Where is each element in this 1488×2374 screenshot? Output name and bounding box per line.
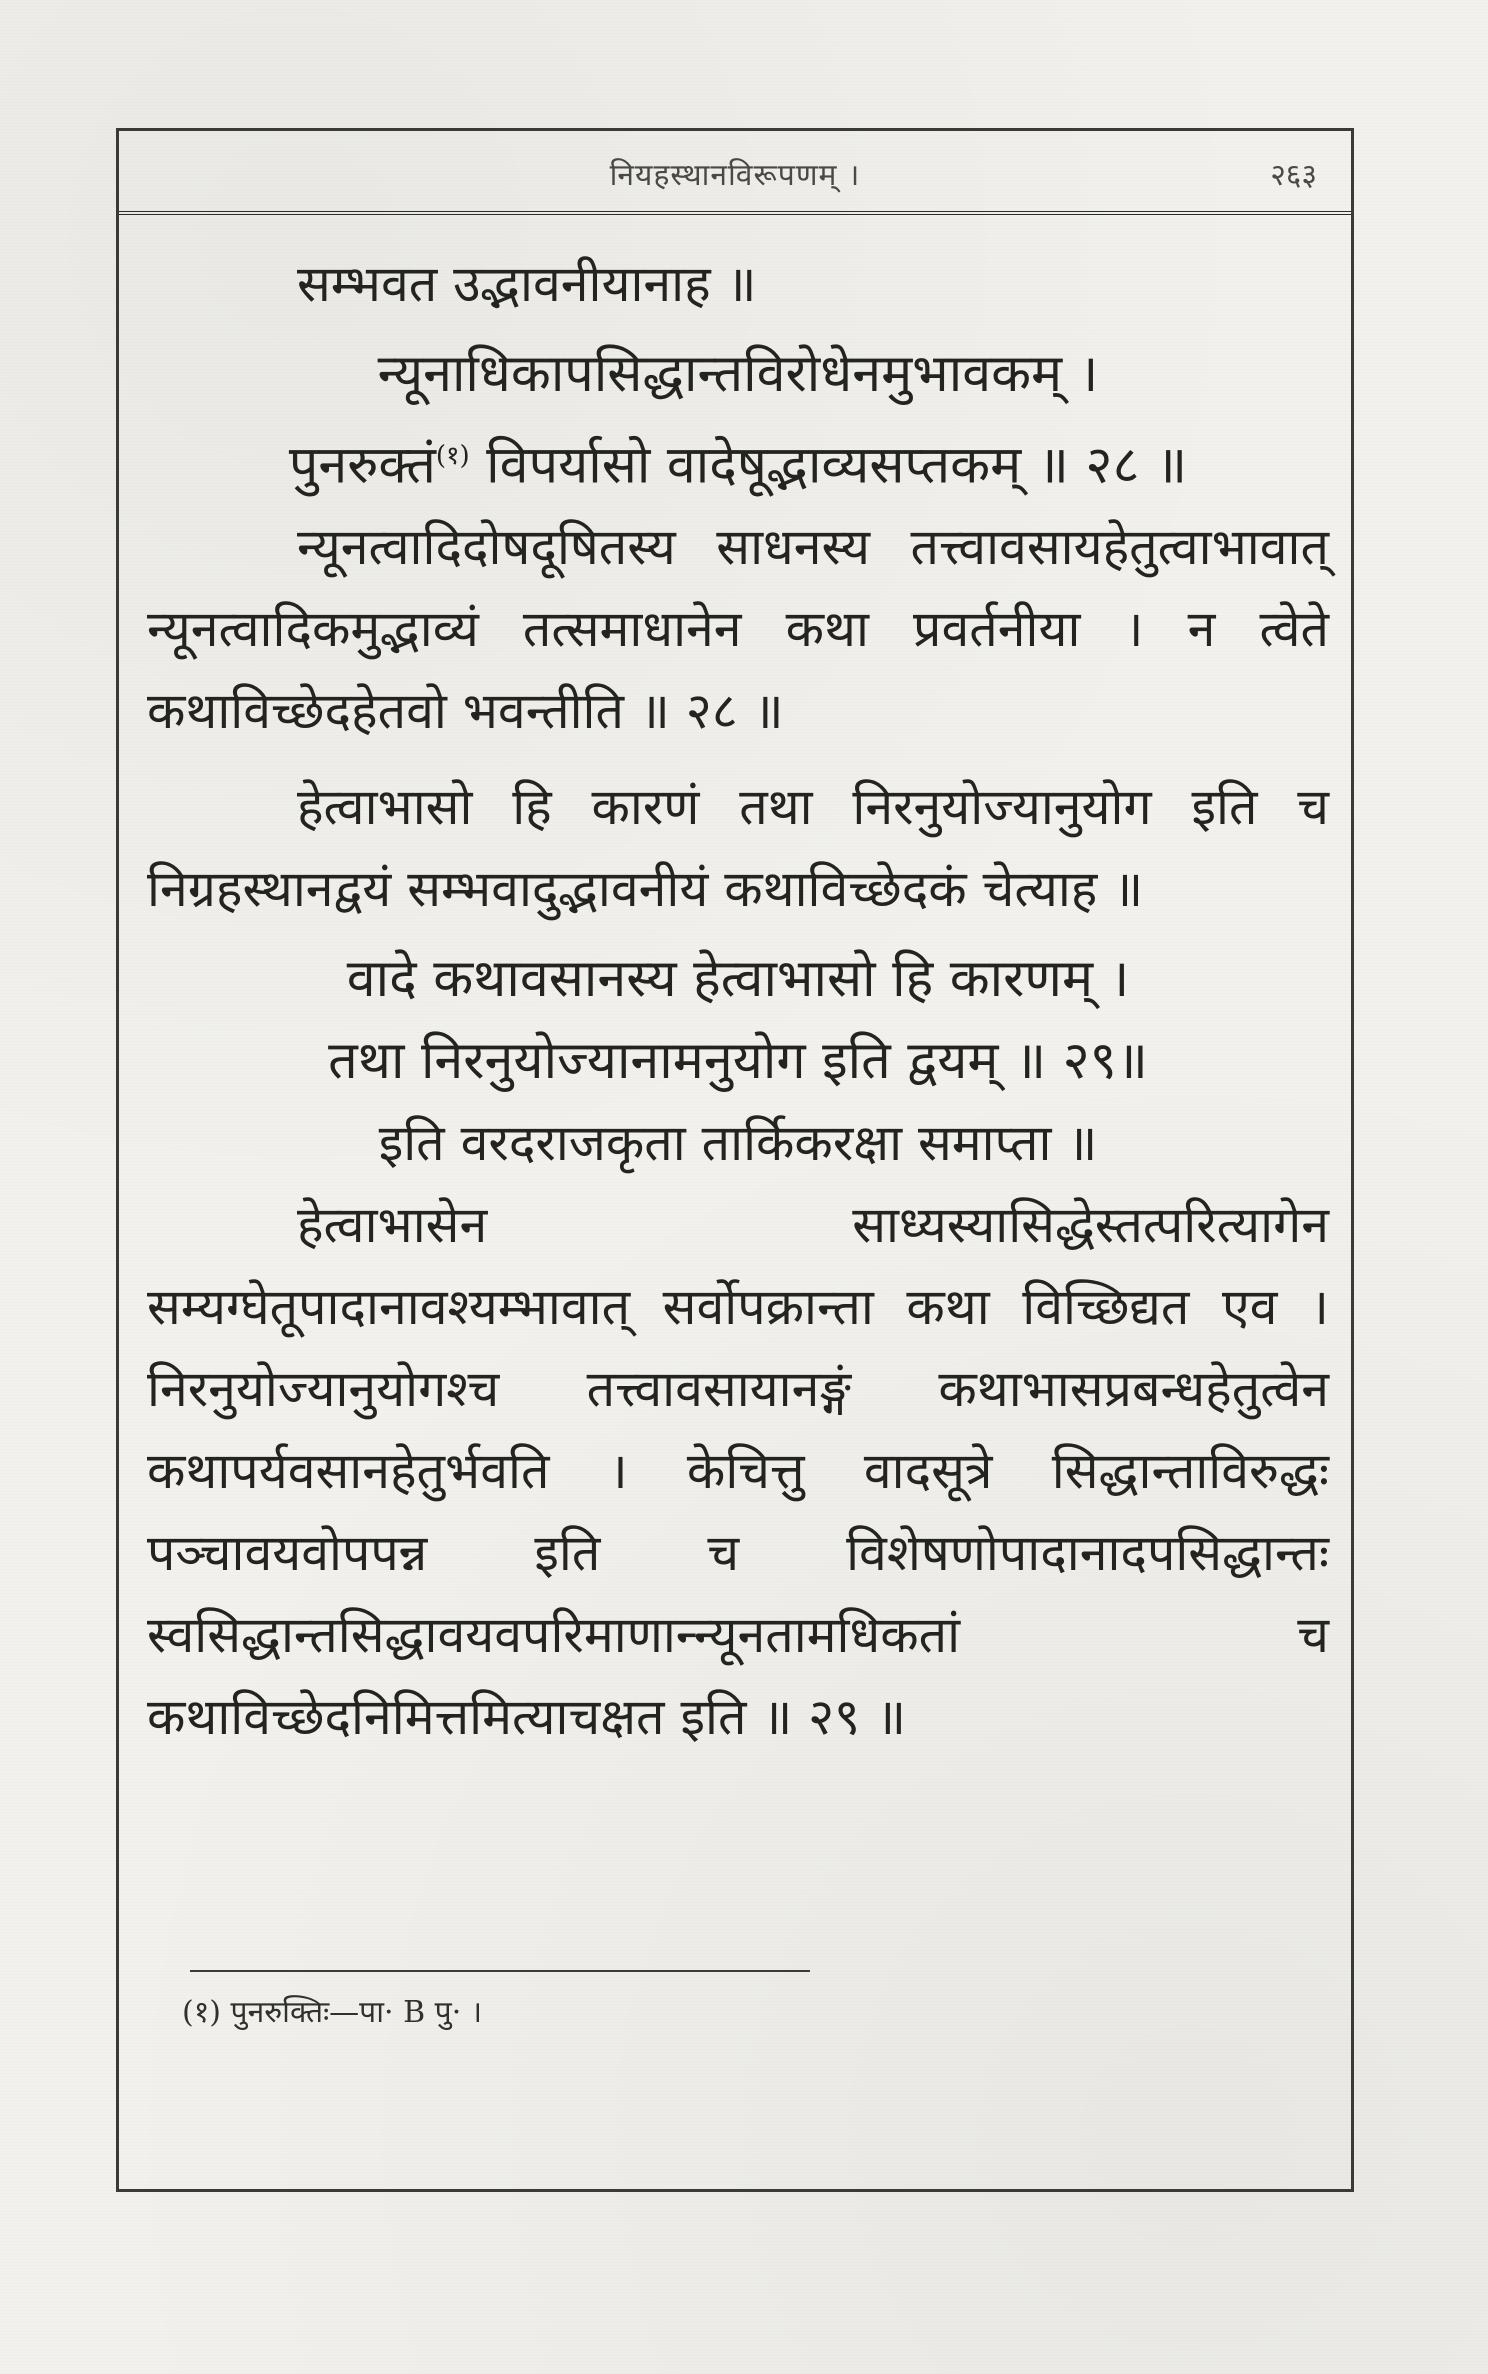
verse-28-word: पुनरुक्तं: [288, 435, 436, 496]
verse-29-line-1: वादे कथावसानस्य हेत्वाभासो हि कारणम् ।: [346, 949, 1130, 1010]
footnote-separator: [190, 1970, 810, 1972]
footnote-marker: (१): [435, 441, 470, 471]
running-title: नियहस्थानविरूपणम् ।: [609, 158, 861, 193]
page-frame: [116, 128, 1354, 2192]
verse-28-line-2: [147, 415, 1329, 506]
intro-line: सम्भवत उद्भावनीयानाह ॥: [297, 255, 757, 313]
verse-28-rest: विपर्यासो वादेषूद्भाव्यसप्तकम् ॥ २८ ॥: [469, 435, 1188, 496]
verse-29-line-2: तथा निरनुयोज्यानामनुयोग इति द्वयम् ॥ २९॥: [328, 1031, 1148, 1092]
running-header: [119, 139, 1351, 215]
page-number: २६३: [1270, 158, 1317, 193]
footnote: (१) पुनरुक्तिः—पा· B पु· ।: [182, 1995, 483, 2030]
commentary-29: हेत्वाभासेन साध्यस्यासिद्धेस्तत्परित्यागेन सम्यग्घेतूपादानावश्यम्भावात् सर्वोपक्रान्ता कथा विच्छिद्यत एव । निरनुयोज्यानुयोगश्च तत्त्वावसायानङ्गं कथाभासप्रबन्धहेतुत्वेन कथापर्यवसानहेतुर्भवति । केचित्तु वादसूत्रे सिद्धान्ताविरुद्धः पञ्चावयवोपपन्न इति च विशेषणोपादानादपसिद्धान्तः स्वसिद्धान्तसिद्धावयवपरिमाणान्न्यूनतामधिकतां च कथाविच्छेदनिमित्तमित्याचक्षत इति ॥ २९ ॥: [147, 1196, 1329, 1747]
commentary-intro-29: हेत्वाभासो हि कारणं तथा निरनुयोज्यानुयोग इति च निग्रहस्थानद्वयं सम्भवादुद्भावनीयं कथाविच्छेदकं चेत्याह ॥: [147, 778, 1329, 919]
main-text: [147, 243, 1329, 1758]
verse-28-line-1: न्यूनाधिकापसिद्धान्तविरोधेनमुभावकम् ।: [377, 344, 1099, 404]
commentary-28: न्यूनत्वादिदोषदूषितस्य साधनस्य तत्त्वावसायहेतुत्वाभावात् न्यूनत्वादिकमुद्भाव्यं तत्समाधानेन कथा प्रवर्तनीया । न त्वेते कथाविच्छेदहेतवो भवन्तीति ॥ २८ ॥: [147, 518, 1329, 741]
colophon: इति वरदराजकृता तार्किकरक्षा समाप्ता ॥: [378, 1114, 1098, 1173]
